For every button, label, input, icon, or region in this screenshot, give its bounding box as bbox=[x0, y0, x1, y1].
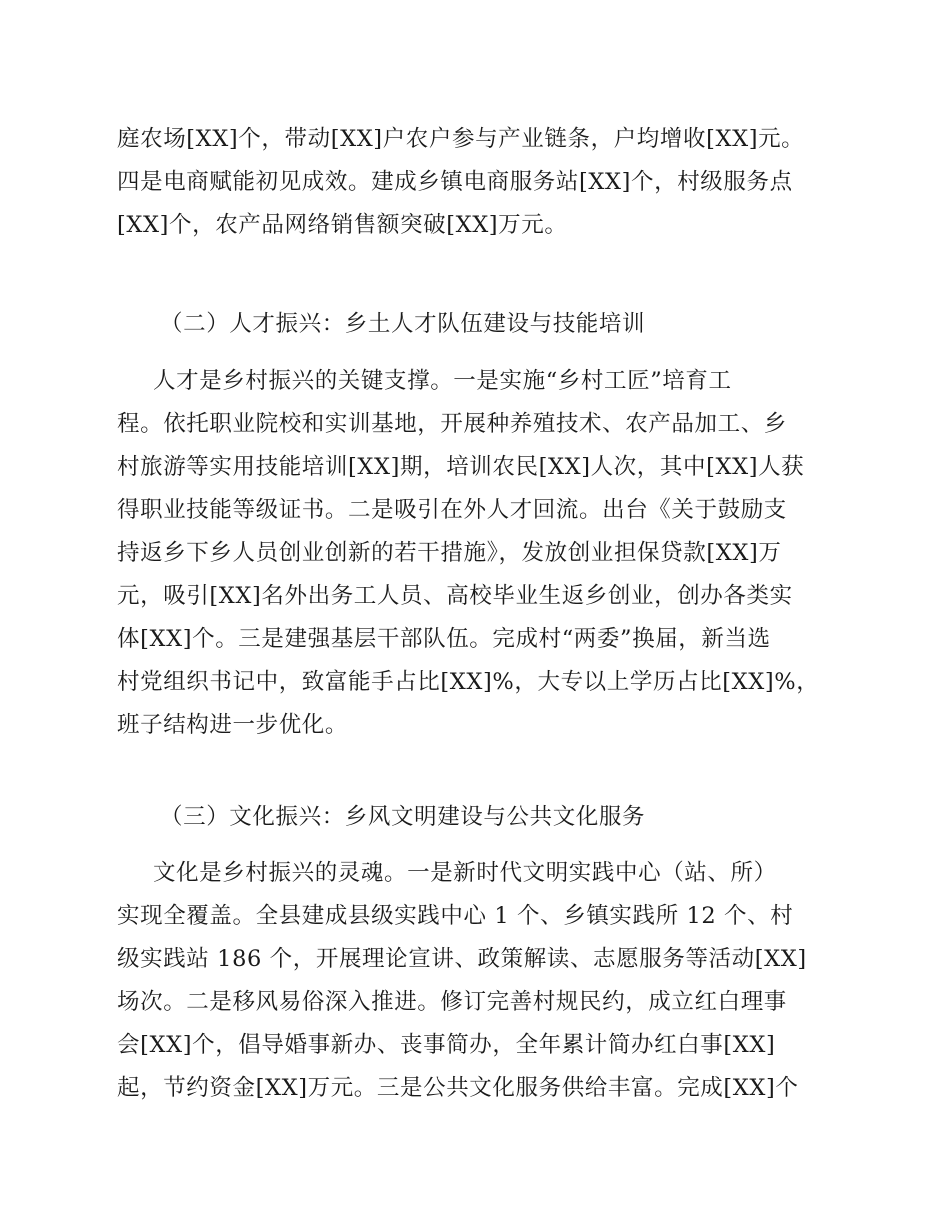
paragraph-2-line-6: 元，吸引[XX]名外出务工人员、高校毕业生返乡创业，创办各类实 bbox=[117, 583, 793, 609]
paragraph-2-line-4: 得职业技能等级证书。二是吸引在外人才回流。出台《关于鼓励支 bbox=[117, 497, 787, 523]
section-heading-talent: （二）人才振兴：乡土人才队伍建设与技能培训 bbox=[160, 311, 646, 337]
paragraph-2-line-1: 人才是乡村振兴的关键支撑。一是实施“乡村工匠”培育工 bbox=[153, 368, 732, 394]
paragraph-3-line-6: 起，节约资金[XX]万元。三是公共文化服务供给丰富。完成[XX]个 bbox=[117, 1075, 799, 1101]
paragraph-2-line-5: 持返乡下乡人员创业创新的若干措施》，发放创业担保贷款[XX]万 bbox=[117, 540, 782, 566]
paragraph-2-line-2: 程。依托职业院校和实训基地，开展种养殖技术、农产品加工、乡 bbox=[117, 411, 787, 437]
paragraph-2-line-8: 村党组织书记中，致富能手占比[XX]%，大专以上学历占比[XX]%， bbox=[117, 669, 820, 695]
paragraph-3-line-1: 文化是乡村振兴的灵魂。一是新时代文明实践中心（站、所） bbox=[153, 860, 777, 886]
paragraph-1-line-2: 四是电商赋能初见成效。建成乡镇电商服务站[XX]个，村级服务点 bbox=[117, 169, 793, 195]
paragraph-3-line-2: 实现全覆盖。全县建成县级实践中心 1 个、乡镇实践所 12 个、村 bbox=[117, 903, 794, 929]
paragraph-2-line-7: 体[XX]个。三是建强基层干部队伍。完成村“两委”换届，新当选 bbox=[117, 626, 771, 652]
paragraph-1-line-3: [XX]个，农产品网络销售额突破[XX]万元。 bbox=[117, 212, 568, 238]
paragraph-3-line-5: 会[XX]个，倡导婚事新办、丧事简办，全年累计简办红白事[XX] bbox=[117, 1032, 776, 1058]
paragraph-2-line-3: 村旅游等实用技能培训[XX]期，培训农民[XX]人次，其中[XX]人获 bbox=[117, 454, 805, 480]
paragraph-1-line-1: 庭农场[XX]个，带动[XX]户农户参与产业链条，户均增收[XX]元。 bbox=[117, 126, 805, 152]
section-heading-culture: （三）文化振兴：乡风文明建设与公共文化服务 bbox=[160, 804, 646, 830]
paragraph-3-line-4: 场次。二是移风易俗深入推进。修订完善村规民约，成立红白理事 bbox=[117, 989, 787, 1015]
paragraph-3-line-3: 级实践站 186 个，开展理论宣讲、政策解读、志愿服务等活动[XX] bbox=[117, 946, 807, 972]
paragraph-2-line-9: 班子结构进一步优化。 bbox=[117, 712, 349, 738]
